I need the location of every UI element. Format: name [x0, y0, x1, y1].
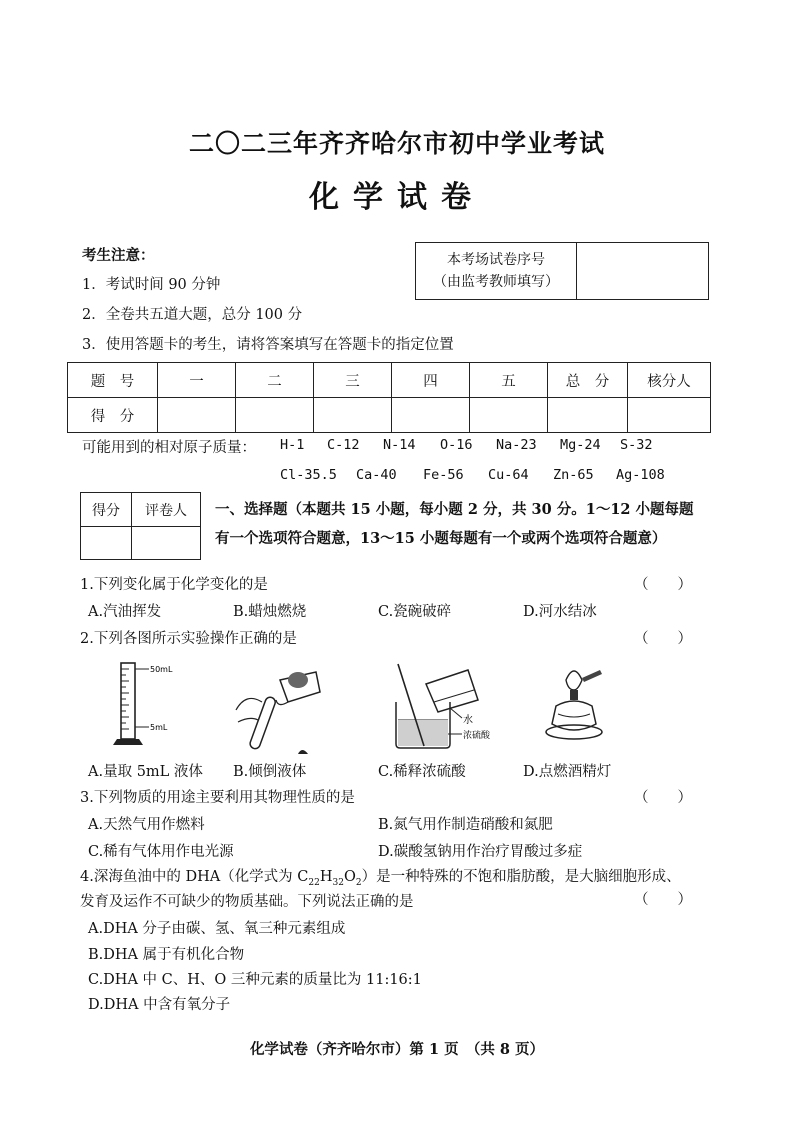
q3-answer-paren[interactable]: （ ）	[634, 790, 692, 806]
figure-graduated-cylinder	[105, 655, 185, 755]
q3-option-a: A.天然气用作燃料	[88, 817, 205, 833]
atomic-mass-item: Ag-108	[616, 467, 665, 483]
notice-item-1: 1．考试时间 90 分钟	[82, 277, 221, 293]
atomic-mass-item: N-14	[383, 437, 416, 453]
q2-answer-paren[interactable]: （ ）	[634, 631, 692, 647]
score-table-header: 总 分	[548, 363, 628, 398]
atomic-mass-item: Mg-24	[560, 437, 601, 453]
q1-option-a: A.汽油挥发	[88, 604, 162, 620]
atomic-mass-item: Cu-64	[488, 467, 529, 483]
q4-subscript: 2	[355, 877, 362, 888]
atomic-mass-item: O-16	[440, 437, 473, 453]
q2-stem: 2.下列各图所示实验操作正确的是	[80, 631, 297, 647]
figure-diluting-acid	[388, 662, 498, 757]
cylinder-top-label: 50mL	[150, 665, 173, 674]
grader-name-label: 评卷人	[132, 493, 201, 527]
q4-stem-line1	[80, 865, 681, 888]
score-cell[interactable]	[236, 398, 314, 433]
notice-item-2: 2．全卷共五道大题，总分 100 分	[82, 307, 303, 323]
page-footer: 化学试卷（齐齐哈尔市）第 1 页 （共 8 页）	[249, 1041, 545, 1058]
score-table-header: 题 号	[68, 363, 158, 398]
q4-subscript: 22	[308, 877, 320, 888]
exam-subject-title: 化学试卷	[309, 180, 485, 215]
q4-stem-part: ）是一种特殊的不饱和脂肪酸，是大脑细胞形成、	[361, 869, 681, 885]
score-table-header: 五	[470, 363, 548, 398]
seat-number-label-line1: 本考场试卷序号	[447, 252, 545, 268]
fig-c-acid-label: 浓硫酸	[463, 731, 491, 741]
grader-score-field[interactable]	[81, 527, 132, 560]
score-table-header: 二	[236, 363, 314, 398]
q4-stem-part: 4.深海鱼油中的 DHA（化学式为 C	[80, 869, 309, 885]
q2-option-c: C.稀释浓硫酸	[378, 764, 466, 780]
atomic-mass-item: H-1	[280, 437, 305, 453]
grader-name-field[interactable]	[132, 527, 201, 560]
atomic-mass-item: Cl-35.5	[280, 467, 337, 483]
q3-option-b: B.氮气用作制造硝酸和氮肥	[378, 817, 553, 833]
fig-c-water-label: 水	[463, 715, 473, 726]
q4-option-b: B.DHA 属于有机化合物	[88, 947, 245, 963]
score-cell[interactable]	[158, 398, 236, 433]
figure-alcohol-lamp	[538, 662, 618, 757]
score-table-header: 一	[158, 363, 236, 398]
q4-subscript: 32	[332, 877, 344, 888]
score-table	[67, 362, 711, 433]
atomic-mass-item: Fe-56	[423, 467, 464, 483]
q4-stem-part: H	[319, 869, 333, 885]
score-cell[interactable]	[470, 398, 548, 433]
score-cell[interactable]	[548, 398, 628, 433]
seat-number-box	[415, 242, 709, 300]
score-row-label: 得 分	[68, 398, 158, 433]
atomic-mass-label: 可能用到的相对原子质量：	[82, 440, 256, 456]
atomic-mass-item: Zn-65	[553, 467, 594, 483]
q2-option-b: B.倾倒液体	[233, 764, 307, 780]
section1-heading-line1: 一、选择题（本题共 15 小题，每小题 2 分，共 30 分。1～12 小题每题	[215, 501, 694, 518]
figure-pouring-liquid	[228, 662, 328, 757]
q1-option-c: C.瓷碗破碎	[378, 604, 452, 620]
q4-option-c: C.DHA 中 C、H、O 三种元素的质量比为 11:16:1	[88, 972, 422, 988]
notice-heading: 考生注意：	[82, 247, 155, 264]
seat-number-field[interactable]	[577, 243, 709, 300]
score-table-header: 核分人	[628, 363, 711, 398]
score-table-score-row	[68, 398, 711, 433]
atomic-mass-item: Ca-40	[356, 467, 397, 483]
atomic-mass-item: S-32	[620, 437, 653, 453]
score-cell[interactable]	[314, 398, 392, 433]
seat-number-label-line2: （由监考教师填写）	[433, 274, 559, 290]
score-cell[interactable]	[628, 398, 711, 433]
q4-option-a: A.DHA 分子由碳、氢、氧三种元素组成	[88, 921, 346, 937]
q1-option-b: B.蜡烛燃烧	[233, 604, 307, 620]
q4-stem-line2: 发育及运作不可缺少的物质基础。下列说法正确的是	[80, 894, 414, 910]
q1-option-d: D.河水结冰	[523, 604, 597, 620]
q1-stem: 1.下列变化属于化学变化的是	[80, 577, 268, 593]
q2-option-a: A.量取 5mL 液体	[88, 764, 203, 780]
q3-option-c: C.稀有气体用作电光源	[88, 844, 234, 860]
section1-heading-line2: 有一个选项符合题意，13～15 小题每题有一个或两个选项符合题意）	[215, 530, 667, 547]
cylinder-bottom-label: 5mL	[150, 723, 168, 732]
grader-box	[80, 492, 201, 560]
q2-option-d: D.点燃酒精灯	[523, 764, 612, 780]
grader-score-label: 得分	[81, 493, 132, 527]
atomic-mass-item: C-12	[327, 437, 360, 453]
atomic-mass-item: Na-23	[496, 437, 537, 453]
score-table-header: 三	[314, 363, 392, 398]
q3-option-d: D.碳酸氢钠用作治疗胃酸过多症	[378, 844, 583, 860]
q3-stem: 3.下列物质的用途主要利用其物理性质的是	[80, 790, 355, 806]
q4-option-d: D.DHA 中含有氧分子	[88, 997, 231, 1013]
score-cell[interactable]	[392, 398, 470, 433]
q4-answer-paren[interactable]: （ ）	[634, 892, 692, 908]
exam-title: 二〇二三年齐齐哈尔市初中学业考试	[188, 129, 605, 158]
score-table-header-row	[68, 363, 711, 398]
q4-stem-part: O	[343, 869, 356, 885]
seat-number-label	[416, 243, 577, 300]
score-table-header: 四	[392, 363, 470, 398]
q1-answer-paren[interactable]: （ ）	[634, 577, 692, 593]
notice-item-3: 3．使用答题卡的考生，请将答案填写在答题卡的指定位置	[82, 337, 454, 353]
